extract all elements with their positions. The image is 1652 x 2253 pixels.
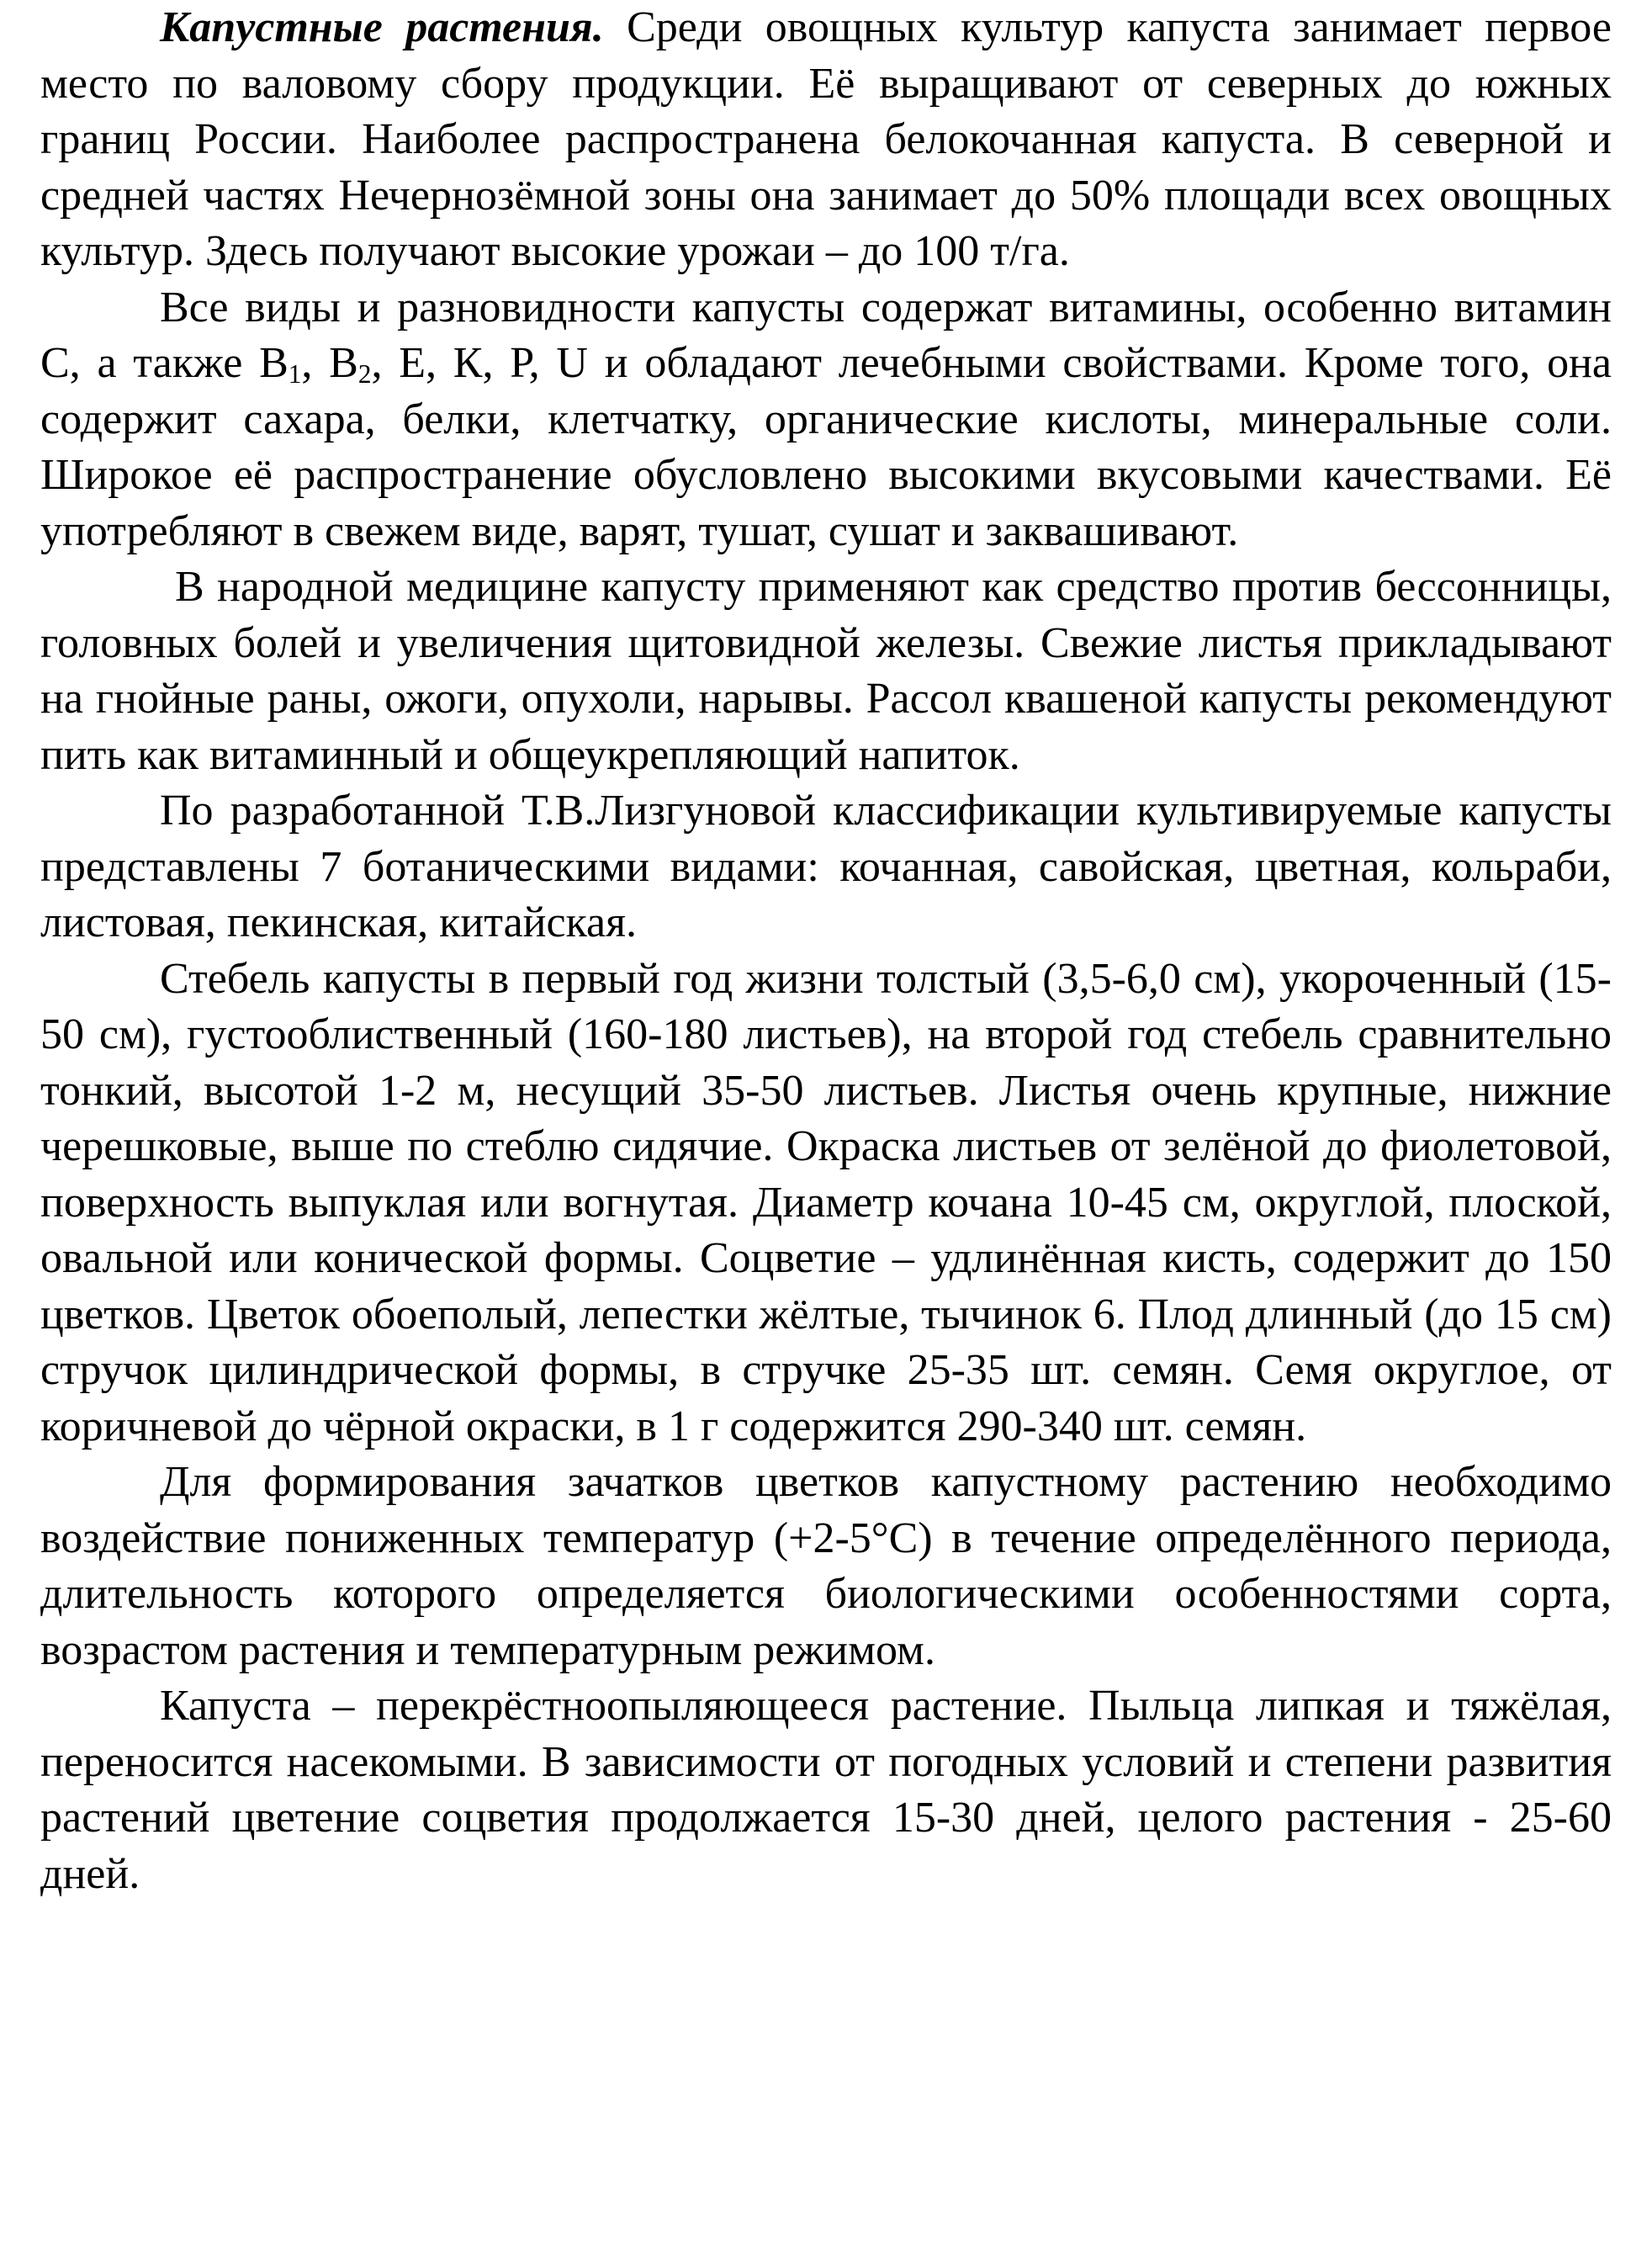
paragraph-text: Все виды и разновидности капусты содержат витамины, особенно витамин С, а также В [40,283,1612,387]
paragraph-pollination: Капуста – перекрёстноопыляющееся растение. Пыльца липкая и тяжёлая, переносится насекомыми. В зависимости от погодных условий и степени развития растений цветение соцветия продолжается 15-30 дней, целого растения - 25-60 дней. [40,1682,1612,1898]
section-heading: Капустные растения. [160,3,604,51]
paragraph-flowering-conditions: Для формирования зачатков цветков капустному растению необходимо воздействие пониженных температур (+2-5°С) в течение определённого периода, длительность которого определяется биологическими особенностями сорта, возрастом растения и температурным режимом. [40,1458,1612,1674]
paragraph-classification: По разработанной Т.В.Лизгуновой классификации культивируемые капусты представлены 7 ботаническими видами: кочанная, савойская, цветная, кольраби, листовая, пекинская, китайская. [40,787,1612,946]
paragraph-cabbage-intro [40,0,1612,280]
subscript: 1 [288,358,302,389]
paragraph-morphology: Стебель капусты в первый год жизни толстый (3,5-6,0 см), укороченный (15-50 см), густооблиственный (160-180 листьев), на второй год стебель сравнительно тонкий, высотой 1-2 м, несущий 35-50 листьев. Листья очень крупные, нижние черешковые, выше по стеблю сидячие. Окраска листьев от зелёной до фиолетовой, поверхность выпуклая или вогнутая. Диаметр кочана 10-45 см, округлой, плоской, овальной или конической формы. Соцветие – удлинённая кисть, содержит до 150 цветков. Цветок обоеполый, лепестки жёлтые, тычинок 6. Плод длинный (до 15 см) стручок цилиндрической формы, в стручке 25-35 шт. семян. Семя округлое, от коричневой до чёрной окраски, в 1 г содержится 290-340 шт. семян. [40,954,1612,1450]
paragraph-text: , Е, К, Р, U и обладают лечебными свойствами. Кроме того, она содержит сахара, белки, клетчатку, органические кислоты, минеральные соли. Широкое её распространение обусловлено высокими вкусовыми качествами. Её употребляют в свежем виде, варят, тушат, сушат и заквашивают. [40,339,1612,555]
paragraph-folk-medicine: В народной медицине капусту применяют как средство против бессонницы, головных болей и увеличения щитовидной железы. Свежие листья прикладывают на гнойные раны, ожоги, опухоли, нарывы. Рассол квашеной капусты рекомендуют пить как витаминный и общеукрепляющий напиток. [40,563,1612,779]
subscript: 2 [357,358,372,389]
paragraph-text: , В [301,339,358,387]
document-page [40,0,1612,1902]
paragraph-text: Среди овощных культур капуста занимает первое место по валовому сбору продукции. Её выращивают от северных до южных границ России. Наиболее распространена белокочанная капуста. В северной и средней частях Нечернозёмной зоны она занимает до 50% площади всех овощных культур. Здесь получают высокие урожаи – до 100 т/га. [40,3,1612,275]
paragraph-vitamins [40,280,1612,560]
